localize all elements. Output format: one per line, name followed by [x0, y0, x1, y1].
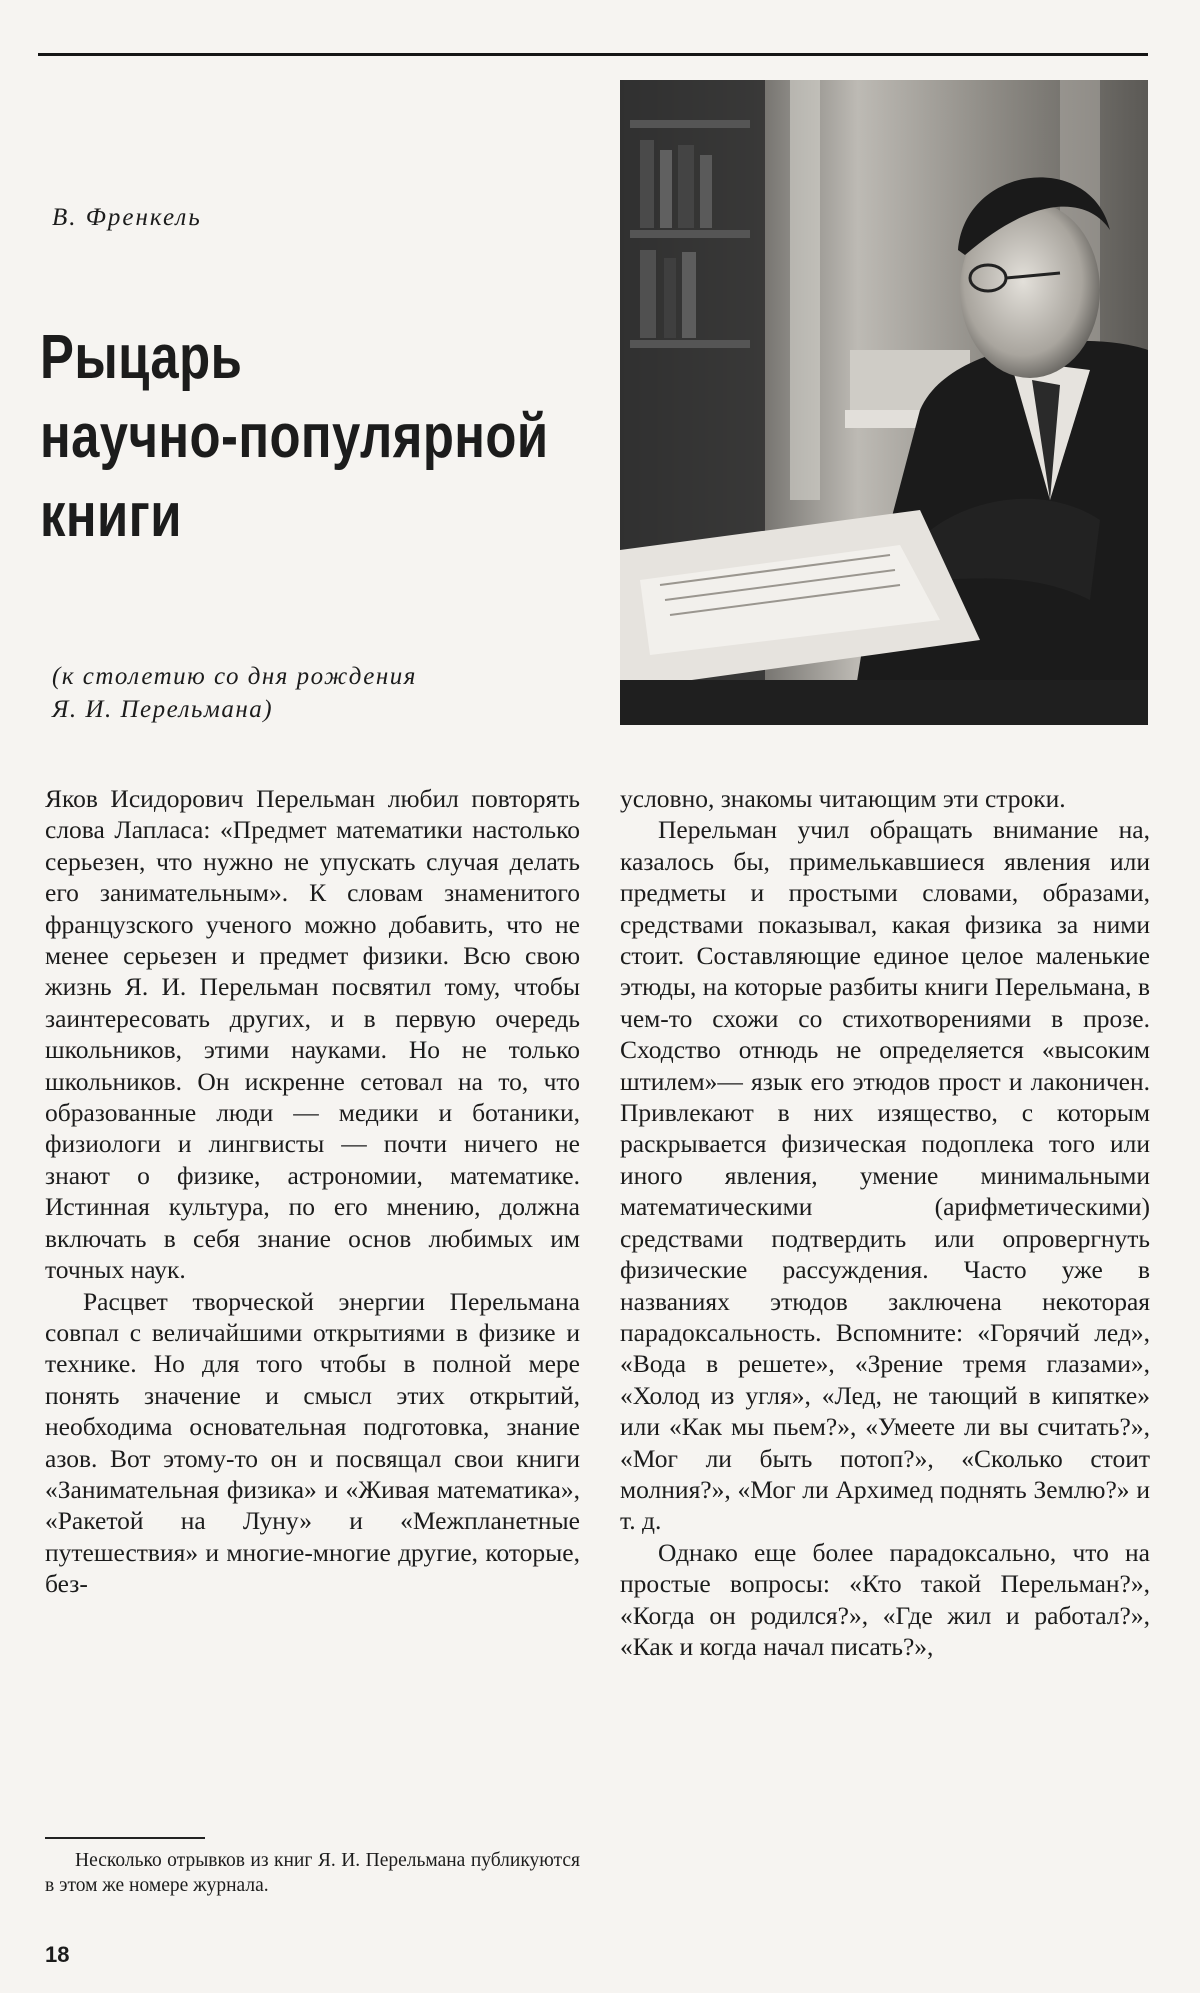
article-column-left: [45, 783, 580, 1600]
footnote-rule: [45, 1837, 205, 1839]
top-rule: [38, 53, 1148, 56]
portrait-photo-icon: [620, 80, 1148, 725]
paragraph: Яков Исидорович Перельман любил повторять слова Лапласа: «Предмет математики настолько серьезен, что нужно не упускать случая делать его занимательным». К словам знаменитого французского ученого можно добавить, что не менее серьезен и предмет физики. Всю свою жизнь Я. И. Перельман посвятил тому, чтобы заинтересовать других, и в первую очередь школьников, этими науками. Но не только школьников. Он искренне сетовал на то, что образованные люди — медики и ботаники, физиологи и лингвисты — почти ничего не знают о физике, астрономии, математике. Истинная культура, по его мнению, должна включать в себя знание основ любимых им точных наук.: [45, 784, 580, 1285]
author-name: В. Френкель: [52, 204, 202, 231]
title-line: Рыцарь: [40, 323, 243, 392]
footnote: Несколько отрывков из книг Я. И. Перельмана публикуются в этом же номере журнала.: [45, 1850, 580, 1896]
portrait-photo: [620, 80, 1148, 725]
paragraph: Расцвет творческой энергии Перельмана совпал с величайшими открытиями в физике и технике. Но для того чтобы в полной мере понять значение и смысл этих открытий, необходима основательная подготовка, знание азов. Вот этому-то он и посвящал свои книги «Занимательная физика» и «Живая математика», «Ракетой на Луну» и «Межпланетные путешествия» и многие-многие другие, которые, без-: [45, 1286, 580, 1599]
page-number: 18: [45, 1942, 70, 1967]
subtitle-line: (к столетию со дня рождения: [52, 663, 417, 690]
paragraph: Однако еще более парадоксально, что на простые вопросы: «Кто такой Перельман?», «Когда он родился?», «Где жил и работал?», «Как и когда начал писать?»,: [620, 1537, 1150, 1661]
paragraph: условно, знакомы читающим эти строки.: [620, 784, 1066, 813]
article-title: [40, 318, 549, 555]
title-line: книги: [40, 481, 182, 550]
title-line: научно-популярной: [40, 402, 549, 471]
subtitle-line: Я. И. Перельмана): [52, 696, 274, 723]
article-subtitle: [52, 660, 417, 726]
article-column-right: [620, 783, 1150, 1662]
paragraph: Перельман учил обращать внимание на, казалось бы, примелькавшиеся явления или предметы и простыми словами, образами, средствами показывал, какая физика за ними стоит. Составляющие единое целое маленькие этюды, на которые разбиты книги Перельмана, в чем-то схожи со стихотворениями в прозе. Сходство отнюдь не определяется «высоким штилем»— язык его этюдов прост и лаконичен. Привлекают в них изящество, с которым раскрывается физическая подоплека того или иного явления, умение минимальными математическими (арифметическими) средствами подтвердить или опровергнуть физические рассуждения. Часто уже в названиях этюдов заключена некоторая парадоксальность. Вспомните: «Горячий лед», «Вода в решете», «Зрение тремя глазами», «Холод из угля», «Лед, не тающий в кипятке» или «Как мы пьем?», «Умеете ли вы считать?», «Мог ли быть потоп?», «Сколько стоит молния?», «Мог ли Архимед поднять Землю?» и т. д.: [620, 815, 1150, 1536]
